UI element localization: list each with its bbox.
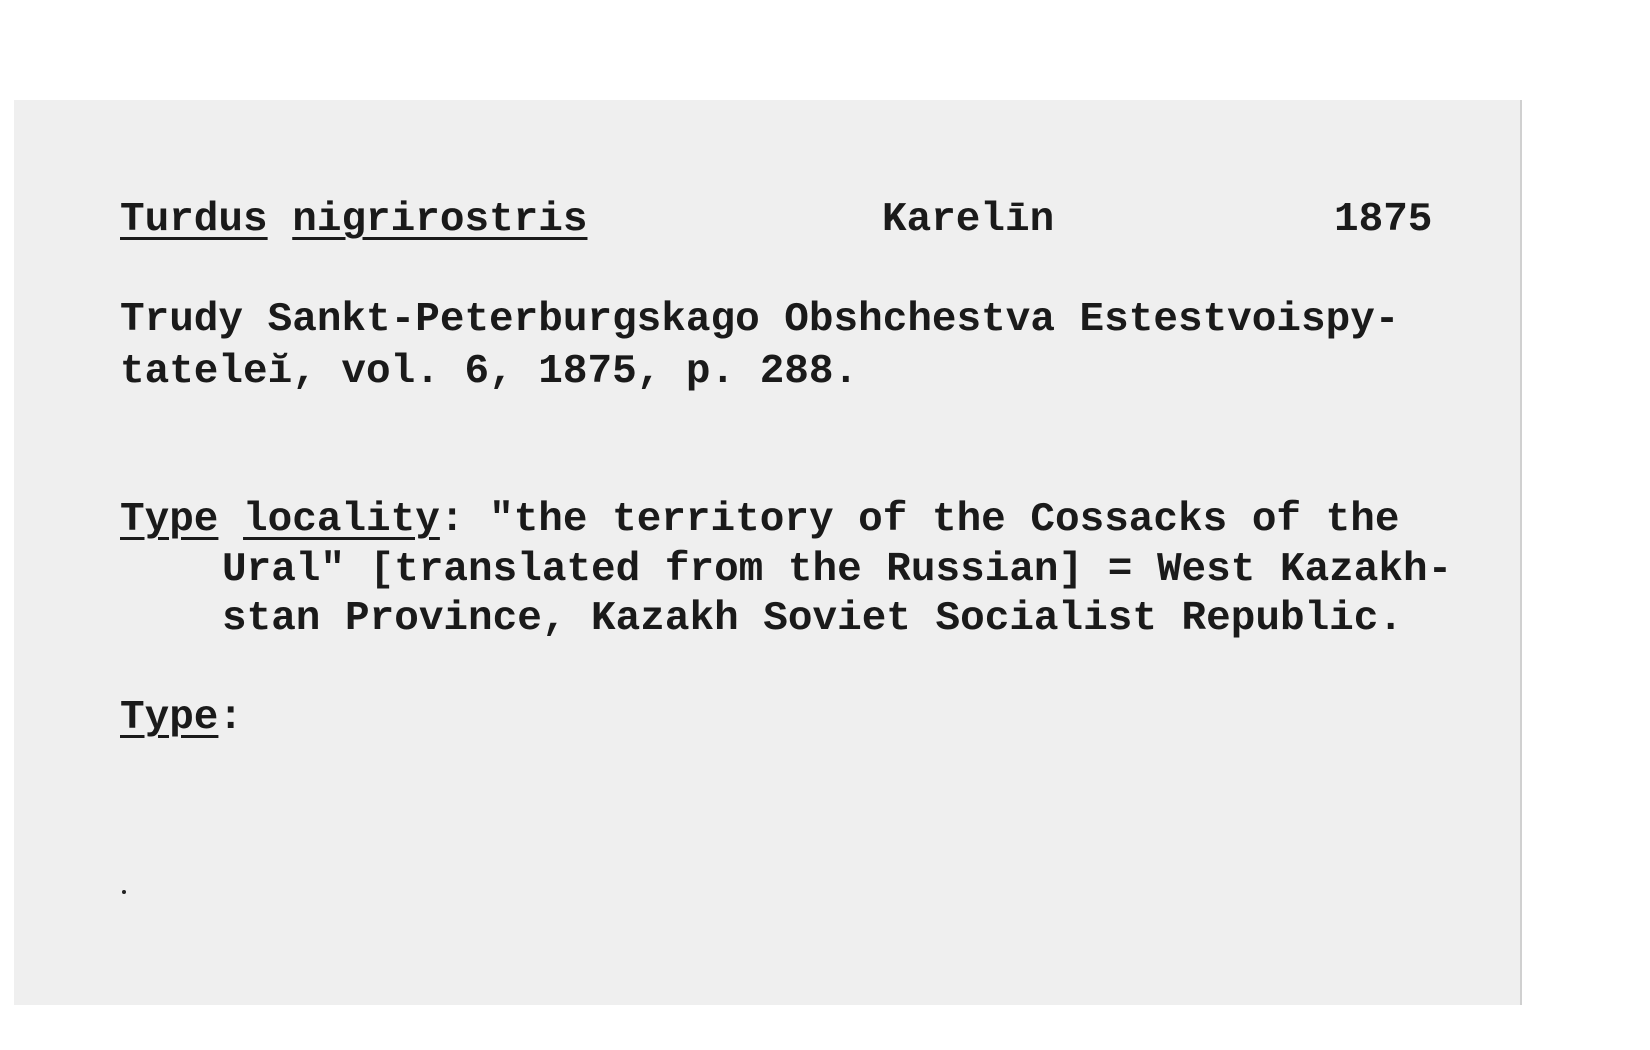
- type-locality-line-2: Ural" [translated from the Russian] = West Kazakh-: [222, 547, 1453, 593]
- ink-speck: [122, 890, 126, 894]
- citation-line-2: tateleĭ, vol. 6, 1875, p. 288.: [120, 349, 859, 395]
- type-locality-label-locality: locality: [243, 497, 440, 543]
- type-colon: :: [218, 695, 244, 741]
- citation-line-1: Trudy Sankt-Peterburgskago Obshchestva Estestvoispy-: [120, 297, 1400, 343]
- publication-year: 1875: [1334, 197, 1433, 243]
- species-name: nigrirostris: [292, 197, 588, 243]
- index-card: [14, 100, 1522, 1005]
- taxon-name: [120, 197, 588, 243]
- author-name: Karelīn: [882, 197, 1055, 243]
- type-line: [120, 695, 244, 741]
- type-locality-line-1: [120, 497, 1400, 543]
- type-locality-colon: :: [439, 497, 465, 543]
- type-locality-text-1: "the territory of the Cossacks of the: [464, 497, 1400, 543]
- type-locality-line-3: stan Province, Kazakh Soviet Socialist Republic.: [222, 596, 1403, 642]
- genus-name: Turdus: [120, 197, 268, 243]
- type-label: Type: [120, 695, 219, 741]
- type-locality-label-type: Type: [120, 497, 219, 543]
